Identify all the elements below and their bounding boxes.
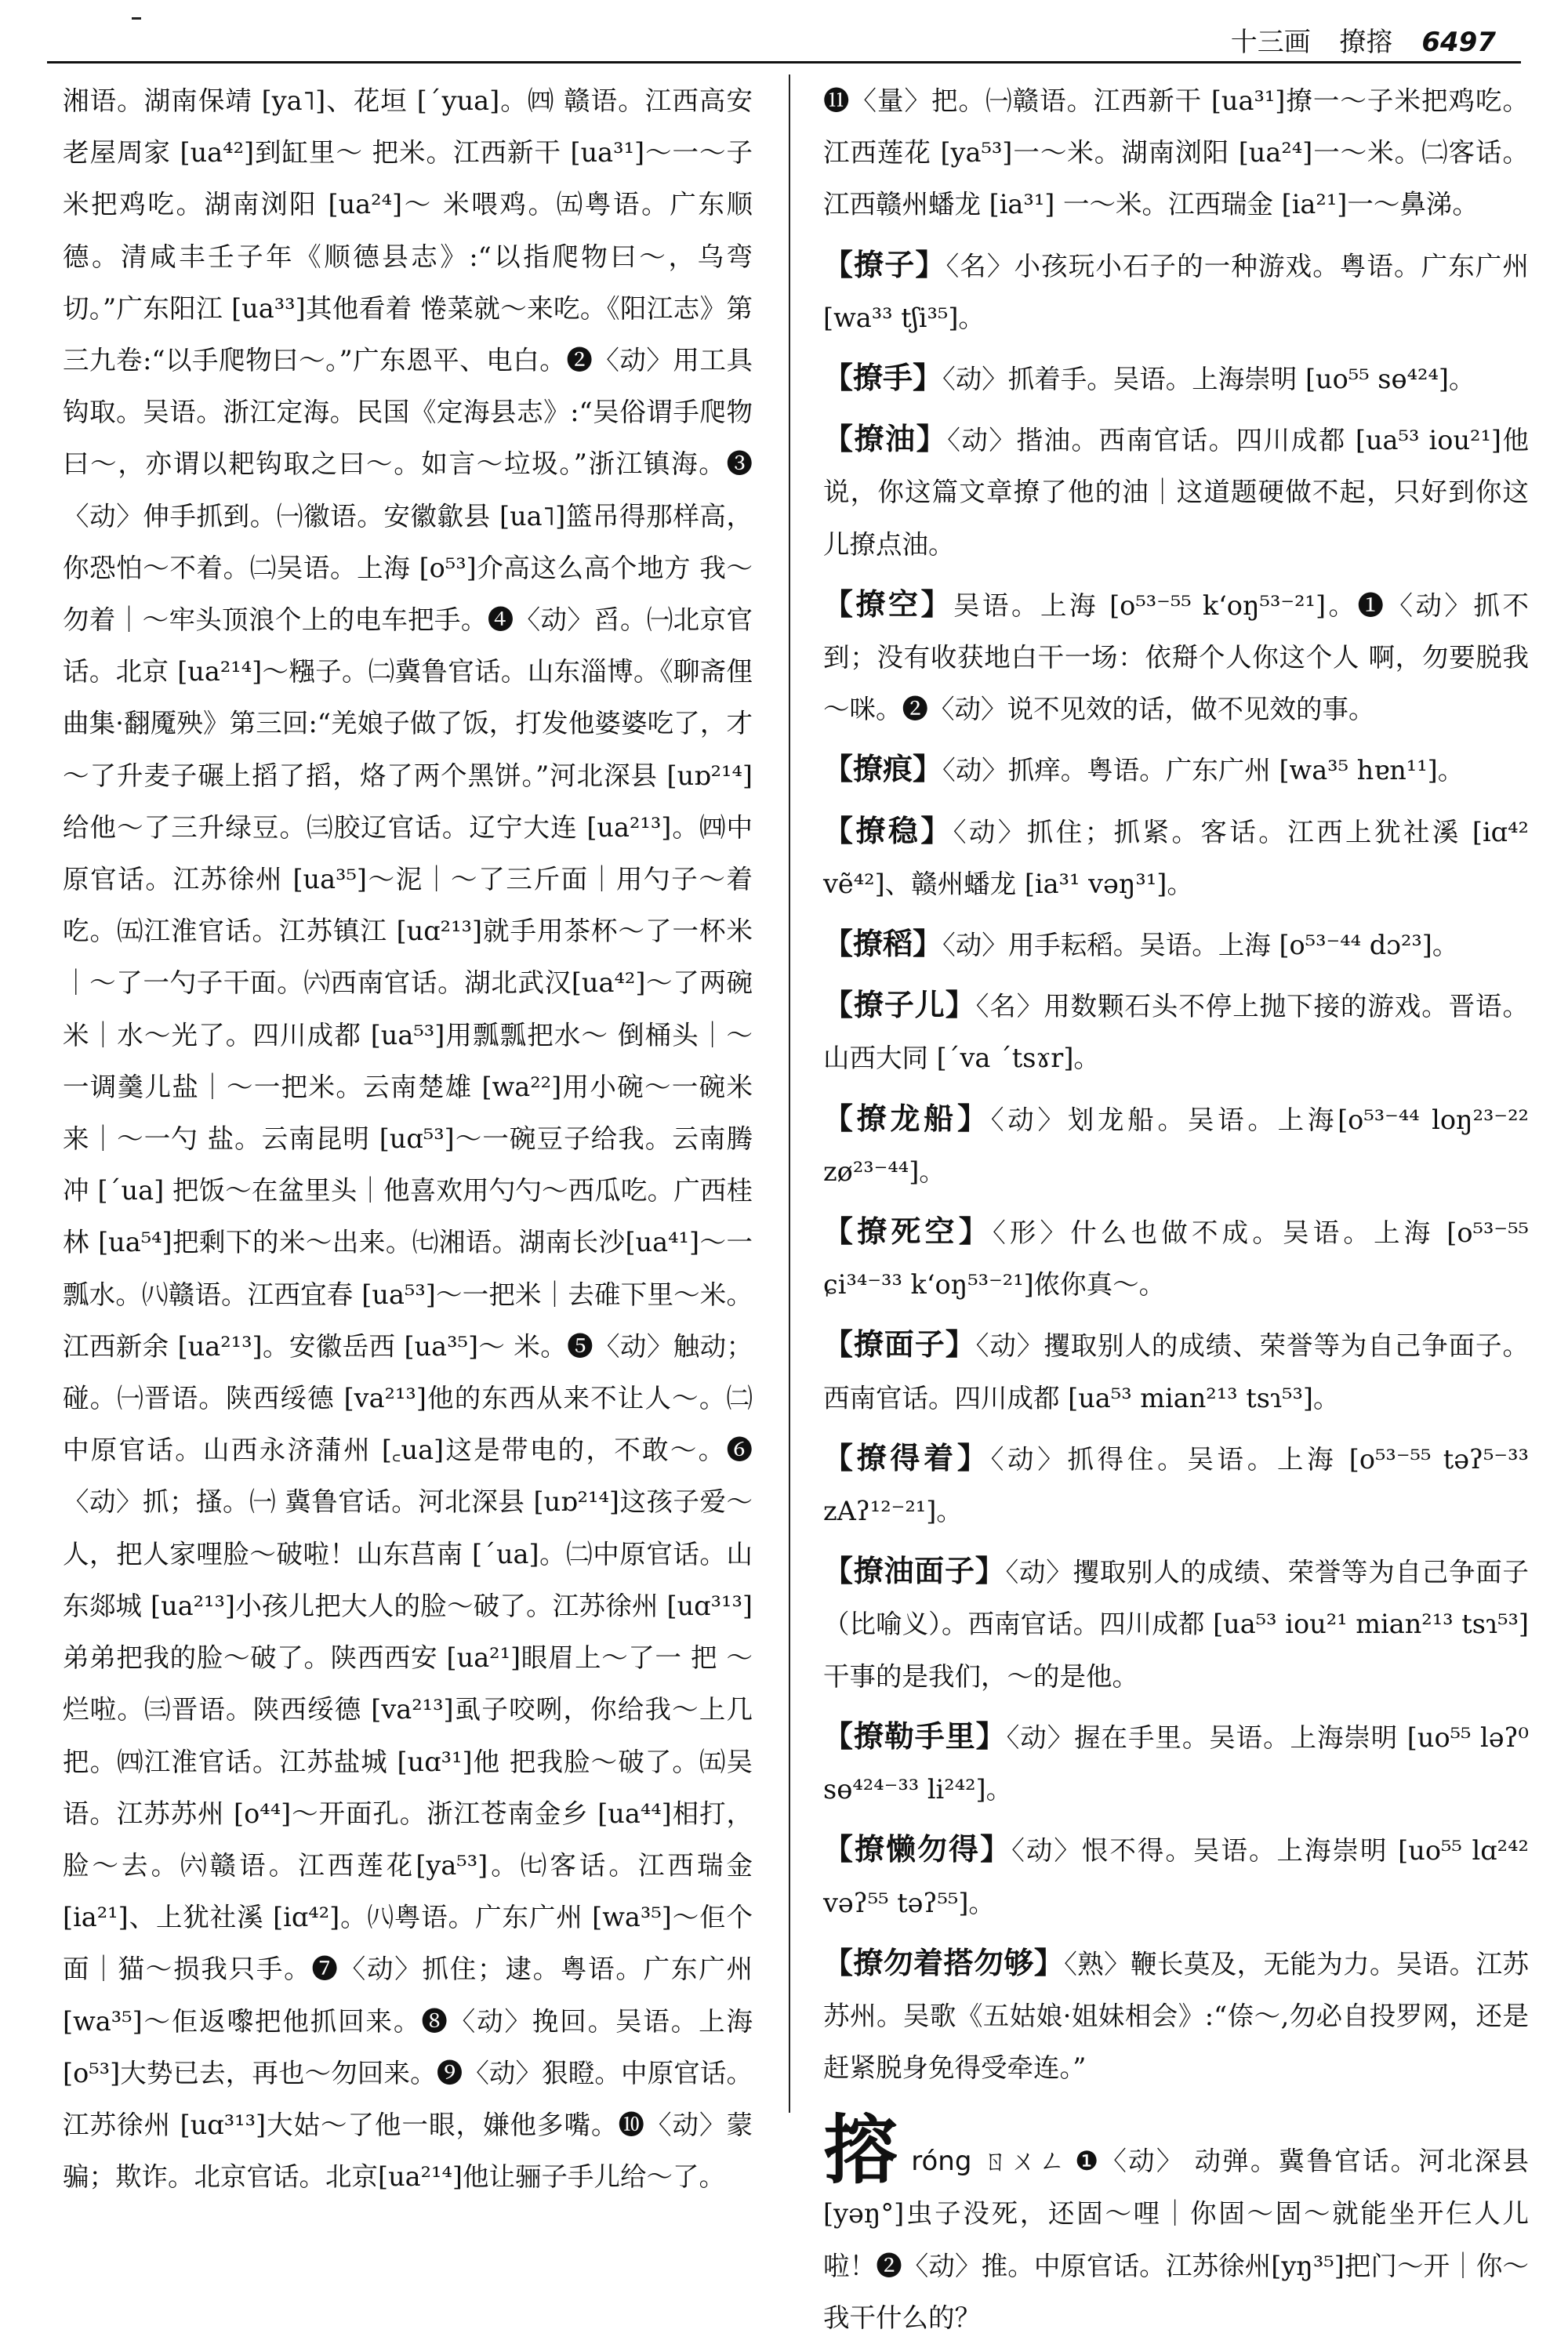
entry-definition: 〈动〉抓住；抓紧。客话。江西上犹社溪 [iɑ⁴² vẽ⁴²]、赣州蟠龙 [ia³¹ vəŋ³¹]。	[823, 816, 1529, 899]
entry-definition: 〈动〉揩油。西南官话。四川成都 [ua⁵³ iou²¹]他说，你这篇文章撩了他的油｜这道题硬做不起，只好到你这儿撩点油。	[823, 425, 1529, 560]
entry-definition: 〈熟〉鞭长莫及，无能为力。吴语。江苏苏州。吴歌《五姑娘·姐妹相会》:“倷～,勿必自投罗网，还是赶紧脱身免得受牵连。”	[823, 1948, 1529, 2084]
entry-definition: 〈动〉恨不得。吴语。上海崇明 [uo⁵⁵ lɑ²⁴² vəʔ⁵⁵ təʔ⁵⁵]。	[823, 1835, 1529, 1918]
entry-definition: 〈动〉抓痒。粤语。广东广州 [wa³⁵ hɐn¹¹]。	[942, 755, 1465, 786]
entry-headword: 撩懒勿得	[855, 1831, 981, 1867]
header-rule	[47, 61, 1521, 63]
entry-headword: 撩勒手里	[853, 1718, 976, 1754]
entry-headword: 撩面子	[853, 1326, 946, 1362]
entry-headword: 撩子儿	[853, 987, 946, 1023]
dictionary-entry: 【撩懒勿得】〈动〉恨不得。吴语。上海崇明 [uo⁵⁵ lɑ²⁴² vəʔ⁵⁵ təʔ⁵⁵]。	[823, 1831, 1529, 1918]
entry-list	[823, 239, 1529, 2095]
entry-headword: 撩勿着搭勿够	[853, 1944, 1034, 1980]
dictionary-entry: 【撩油】〈动〉揩油。西南官话。四川成都 [ua⁵³ iou²¹]他说，你这篇文章撩了他的油｜这道题硬做不起，只好到你这儿撩点油。	[823, 421, 1529, 560]
entry-definition: 〈动〉握在手里。吴语。上海崇明 [uo⁵⁵ ləʔ⁰ sɵ⁴²⁴⁻³³ li²⁴²]。	[823, 1722, 1529, 1805]
entry-headword: 撩死空	[857, 1214, 959, 1250]
dictionary-entry: 【撩子儿】〈名〉用数颗石头不停上抛下接的游戏。晋语。山西大同 [ˊva ˊtsɤr]。	[823, 987, 1529, 1074]
entry-headword: 撩油	[854, 421, 916, 457]
column-divider	[789, 74, 790, 2113]
dictionary-entry: 【撩面子】〈动〉攫取别人的成绩、荣誉等为自己争面子。西南官话。四川成都 [ua⁵³ mian²¹³ tsɿ⁵³]。	[823, 1326, 1529, 1413]
right-column	[823, 75, 1529, 2344]
head-char: 搈	[823, 2106, 901, 2195]
dictionary-entry: 【撩油面子】〈动〉攫取别人的成绩、荣誉等为自己争面子（比喻义）。西南官话。四川成都 [ua⁵³ iou²¹ mian²¹³ tsɿ⁵³]干事的是我们，～的是他。	[823, 1553, 1529, 1692]
right-intro-text: ⓫〈量〉把。㈠赣语。江西新干 [ua³¹]撩一～子米把鸡吃。江西莲花 [ya⁵³]一～米。湖南浏阳 [ua²⁴]一～米。㈡客话。江西赣州蟠龙 [ia³¹] 一～米。江西瑞金 [ia²¹]一～鼻涕。	[823, 85, 1529, 220]
dictionary-entry: 【撩空】吴语。上海 [o⁵³⁻⁵⁵ kʻoŋ⁵³⁻²¹]。❶〈动〉抓不到；没有收获地白干一场：依搿个人你这个人 啊，勿要脱我～咪。❷〈动〉说不见效的话，做不见效的事。	[823, 586, 1529, 725]
entry-headword: 撩痕	[853, 751, 913, 787]
dictionary-entry: 【撩龙船】〈动〉划龙船。吴语。上海[o⁵³⁻⁴⁴ loŋ²³⁻²² zø²³⁻⁴⁴]。	[823, 1100, 1529, 1187]
entry-definition: 〈形〉什么也做不成。吴语。上海 [o⁵³⁻⁵⁵ ɕi³⁴⁻³³ kʻoŋ⁵³⁻²¹]侬你真～。	[823, 1217, 1529, 1301]
left-column-text: 湘语。湖南保靖 [ya˥]、花垣 [ˊyua]。㈣ 赣语。江西高安老屋周家 [ua⁴²]到缸里～ 把米。江西新干 [ua³¹]～一～子米把鸡吃。湖南浏阳 [ua²⁴]～ 米喂鸡。㈤粤语。广东顺德。清咸丰壬子年《顺德县志》:“以指爬物曰～，乌弯切。”广东阳江 [ua³³]其他看着 惓菜就～来吃。《阳江志》第三九卷:“以手爬物曰～。”广东恩平、电白。❷〈动〉用工具钩取。吴语。浙江定海。民国《定海县志》:“吴俗谓手爬物曰～，亦谓以耙钩取之曰～。如言～垃圾。”浙江镇海。❸〈动〉伸手抓到。㈠徽语。安徽歙县 [ua˥]篮吊得那样高，你恐怕～不着。㈡吴语。上海 [o⁵³]介高这么高个地方 我～勿着｜～牢头顶浪个上的电车把手。❹〈动〉舀。㈠北京官话。北京 [ua²¹⁴]～糨子。㈡冀鲁官话。山东淄博。《聊斋俚曲集·翻魇殃》第三回:“羌娘子做了饭，打发他婆婆吃了，才～了升麦子碾上搯了搯，烙了两个黑饼。”河北深县 [uɒ²¹⁴]给他～了三升绿豆。㈢胶辽官话。辽宁大连 [ua²¹³]。㈣中原官话。江苏徐州 [ua³⁵]～泥｜～了三斤面｜用勺子～着吃。㈤江淮官话。江苏镇江 [uɑ²¹³]就手用茶杯～了一杯米｜～了一勺子干面。㈥西南官话。湖北武汉[ua⁴²]～了两碗米｜水～光了。四川成都 [ua⁵³]用瓢瓢把水～ 倒桶头｜～一调羹儿盐｜～一把米。云南楚雄 [wa²²]用小碗～一碗米来｜～一勺 盐。云南昆明 [uɑ⁵³]～一碗豆子给我。云南腾冲 [ˊua] 把饭～在盆里头｜他喜欢用勺勺～西瓜吃。广西桂林 [ua⁵⁴]把剩下的米～出来。㈦湘语。湖南长沙[ua⁴¹]～一瓢水。㈧赣语。江西宜春 [ua⁵³]～一把米｜去碓下里～米。江西新余 [ua²¹³]。安徽岳西 [ua³⁵]～ 米。❺〈动〉触动；碰。㈠晋语。陕西绥德 [va²¹³]他的东西从来不让人～。㈡中原官话。山西永济蒲州 [꜀ua]这是带电的，不敢～。❻〈动〉抓；搔。㈠ 冀鲁官话。河北深县 [uɒ²¹⁴]这孩子爱～人，把人家哩脸～破啦！山东莒南 [ˊua]。㈡中原官话。山东郯城 [ua²¹³]小孩儿把大人的脸～破了。江苏徐州 [uɑ³¹³]弟弟把我的脸～破了。陕西西安 [ua²¹]眼眉上～了一 把 ～烂啦。㈢晋语。陕西绥德 [va²¹³]虱子咬咧，你给我～上几把。㈣江淮官话。江苏盐城 [uɑ³¹]他 把我脸～破了。㈤吴语。江苏苏州 [o⁴⁴]～开面孔。浙江苍南金乡 [ua⁴⁴]相打，脸～去。㈥赣语。江西莲花[ya⁵³]。㈦客话。江西瑞金 [ia²¹]、上犹社溪 [iɑ⁴²]。㈧粤语。广东广州 [wa³⁵]～佢个面｜猫～损我只手。❼〈动〉抓住；逮。粤语。广东广州 [wa³⁵]～佢返嚟把他抓回来。❽〈动〉挽回。吴语。上海 [o⁵³]大势已去，再也～勿回来。❾〈动〉狠瞪。中原官话。江苏徐州 [uɑ³¹³]大姑～了他一眼，嫌他多嘴。❿〈动〉蒙骗；欺诈。北京官话。北京[ua²¹⁴]他让骊子手儿给～了。	[63, 85, 753, 2193]
dictionary-entry: 【撩子】〈名〉小孩玩小石子的一种游戏。粤语。广东广州 [wa³³ tʃi³⁵]。	[823, 246, 1529, 333]
entry-definition: 〈名〉小孩玩小石子的一种游戏。粤语。广东广州 [wa³³ tʃi³⁵]。	[823, 250, 1529, 333]
entry-definition: 〈动〉抓得住。吴语。上海 [o⁵³⁻⁵⁵ təʔ⁵⁻³³ zAʔ¹²⁻²¹]。	[823, 1443, 1529, 1527]
entry-definition: 〈动〉攫取别人的成绩、荣誉等为自己争面子（比喻义）。西南官话。四川成都 [ua⁵³ iou²¹ mian²¹³ tsɿ⁵³]干事的是我们，～的是他。	[823, 1557, 1529, 1692]
corner-mark	[132, 17, 141, 20]
entry-headword: 撩空	[855, 586, 921, 622]
header-chars: 撩搈	[1339, 27, 1393, 58]
dictionary-entry: 【撩勒手里】〈动〉握在手里。吴语。上海崇明 [uo⁵⁵ ləʔ⁰ sɵ⁴²⁴⁻³³ li²⁴²]。	[823, 1718, 1529, 1805]
dictionary-entry: 【撩痕】〈动〉抓痒。粤语。广东广州 [wa³⁵ hɐn¹¹]。	[823, 751, 1465, 787]
entry-definition: 〈动〉抓着手。吴语。上海崇明 [uo⁵⁵ sɵ⁴²⁴]。	[942, 364, 1475, 395]
entry-headword: 撩稻	[853, 926, 913, 962]
entry-headword: 撩得着	[856, 1439, 957, 1475]
entry-headword: 撩手	[853, 360, 913, 396]
head-char-entry	[823, 2106, 1529, 2344]
entry-definition: 吴语。上海 [o⁵³⁻⁵⁵ kʻoŋ⁵³⁻²¹]。❶〈动〉抓不到；没有收获地白干一场：依搿个人你这个人 啊，勿要脱我～咪。❷〈动〉说不见效的话，做不见效的事。	[823, 590, 1529, 725]
entry-definition: 〈名〉用数颗石头不停上抛下接的游戏。晋语。山西大同 [ˊva ˊtsɤr]。	[823, 991, 1529, 1074]
section-label: 十三画	[1230, 27, 1311, 58]
entry-headword: 撩子	[854, 246, 916, 282]
entry-headword: 撩稳	[855, 812, 921, 848]
left-column	[63, 75, 753, 2203]
dictionary-entry: 【撩死空】〈形〉什么也做不成。吴语。上海 [o⁵³⁻⁵⁵ ɕi³⁴⁻³³ kʻoŋ⁵³⁻²¹]侬你真～。	[823, 1214, 1529, 1301]
head-char-definition: ❶〈动〉 动弹。冀鲁官话。河北深县 [yəŋ°]虫子没死，还固～哩｜你固～固～就能坐开仨人儿啦！❷〈动〉推。中原官话。江苏徐州[yŋ³⁵]把门～开｜你～我干什么的？	[823, 2146, 1529, 2333]
head-char-pinyin: róng ㄖㄨㄥ	[911, 2146, 1068, 2178]
page-header	[0, 14, 1568, 61]
dictionary-entry: 【撩得着】〈动〉抓得住。吴语。上海 [o⁵³⁻⁵⁵ təʔ⁵⁻³³ zAʔ¹²⁻²¹]。	[823, 1439, 1529, 1527]
dictionary-entry: 【撩稳】〈动〉抓住；抓紧。客话。江西上犹社溪 [iɑ⁴² vẽ⁴²]、赣州蟠龙 [ia³¹ vəŋ³¹]。	[823, 812, 1529, 899]
entry-headword: 撩龙船	[856, 1100, 958, 1136]
dictionary-entry: 【撩勿着搭勿够】〈熟〉鞭长莫及，无能为力。吴语。江苏苏州。吴歌《五姑娘·姐妹相会》:“倷～,勿必自投罗网，还是赶紧脱身免得受牵连。”	[823, 1944, 1529, 2084]
page-number: 6497	[1421, 27, 1496, 58]
entry-definition: 〈动〉用手耘稻。吴语。上海 [o⁵³⁻⁴⁴ dɔ²³]。	[942, 930, 1459, 961]
running-head	[1210, 20, 1496, 59]
dictionary-entry: 【撩稻】〈动〉用手耘稻。吴语。上海 [o⁵³⁻⁴⁴ dɔ²³]。	[823, 926, 1459, 962]
entry-headword: 撩油面子	[853, 1553, 975, 1589]
dictionary-entry: 【撩手】〈动〉抓着手。吴语。上海崇明 [uo⁵⁵ sɵ⁴²⁴]。	[823, 360, 1475, 396]
entry-definition: 〈动〉攫取别人的成绩、荣誉等为自己争面子。西南官话。四川成都 [ua⁵³ mian²¹³ tsɿ⁵³]。	[823, 1330, 1529, 1413]
entry-definition: 〈动〉划龙船。吴语。上海[o⁵³⁻⁴⁴ loŋ²³⁻²² zø²³⁻⁴⁴]。	[823, 1104, 1529, 1187]
